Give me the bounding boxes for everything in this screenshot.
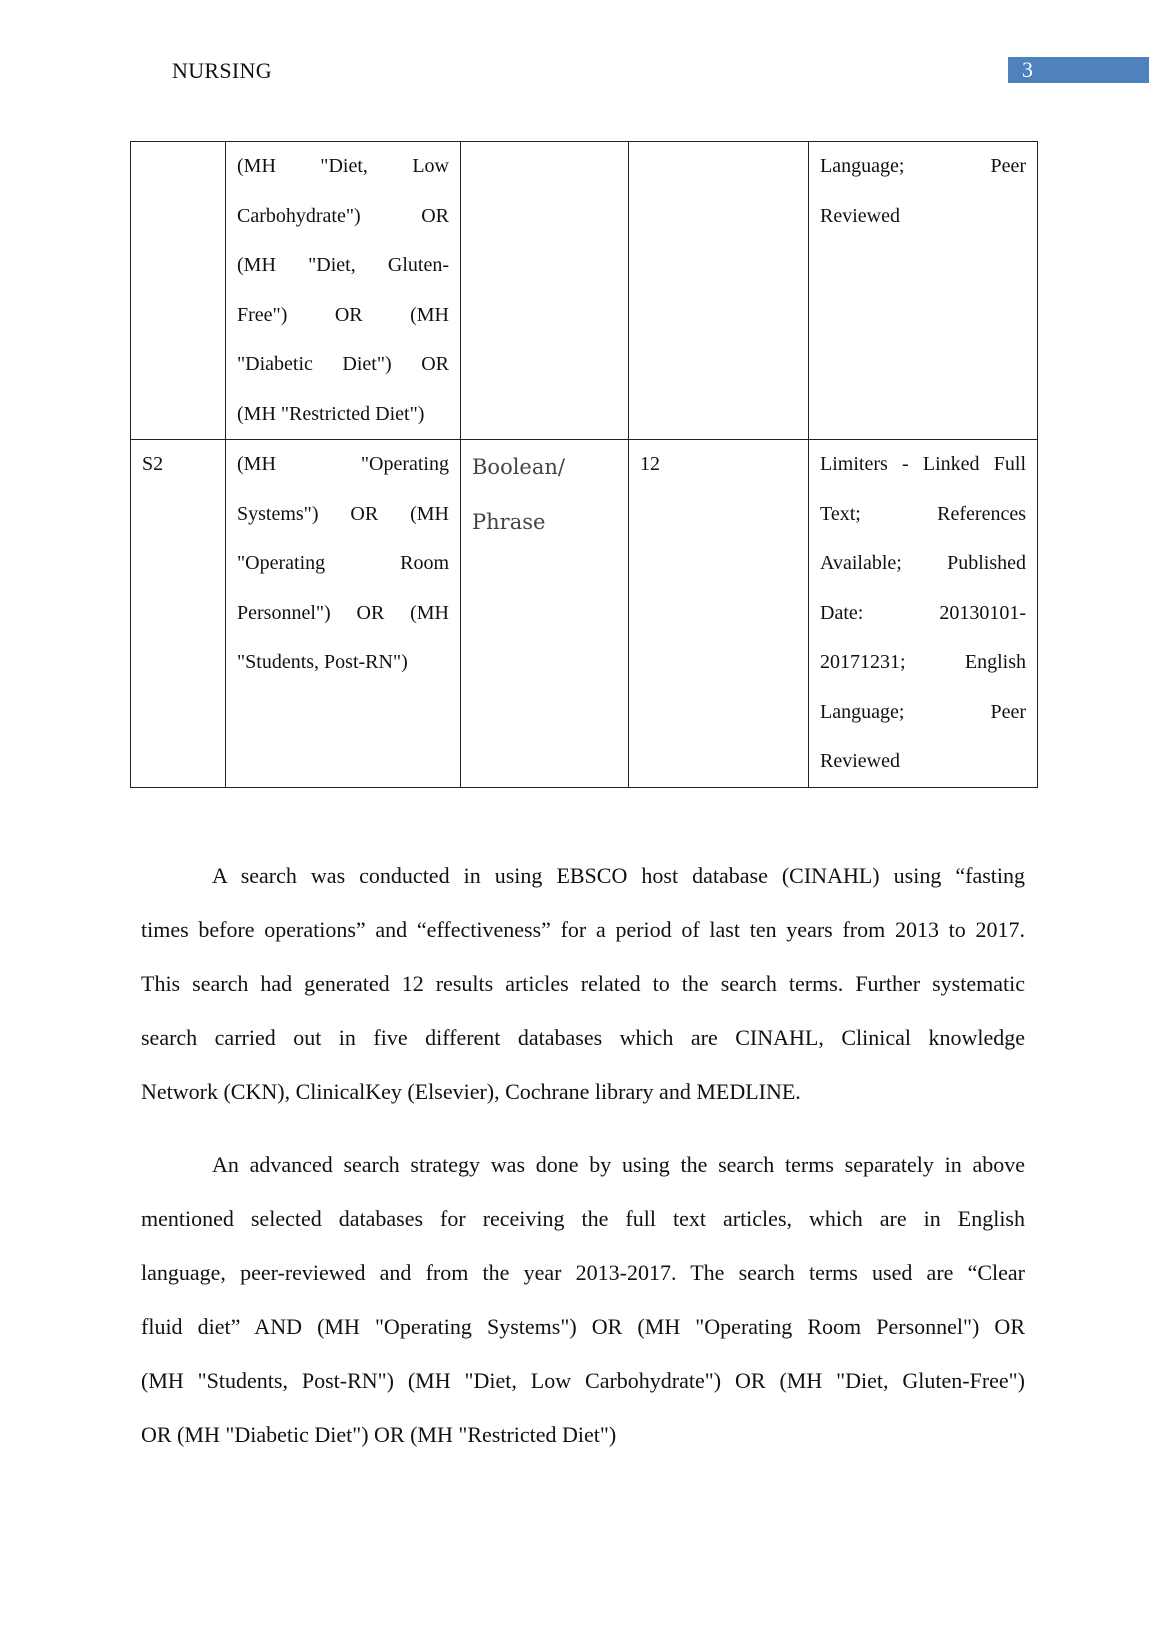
cell-line: "Students, Post-RN") (237, 651, 408, 673)
table-row (131, 142, 1038, 440)
cell-line: Date: 20130101- (820, 601, 1026, 624)
body-paragraph (141, 849, 1025, 1119)
paragraph-line: mentioned selected databases for receiving the full text articles, which are in English (141, 1206, 1025, 1231)
cell-line: "Operating Room (237, 552, 449, 574)
paragraph-line: An advanced search strategy was done by using the search terms separately in above (212, 1152, 1025, 1177)
cell-line: (MH "Diet, Gluten- (237, 254, 449, 276)
paragraph-line: (MH "Students, Post-RN") (MH "Diet, Low Carbohydrate") OR (MH "Diet, Gluten-Free") (141, 1368, 1025, 1393)
table-cell-search-method (461, 142, 629, 440)
cell-line: Phrase (472, 510, 546, 534)
body-paragraph (141, 1138, 1025, 1462)
search-strategy-table (130, 141, 1038, 788)
paragraph-line: fluid diet” AND (MH "Operating Systems") OR (MH "Operating Room Personnel") OR (141, 1314, 1025, 1339)
table-cell-results-count: 12 (629, 440, 809, 788)
paragraph-line: OR (MH "Diabetic Diet") OR (MH "Restricted Diet") (141, 1422, 617, 1447)
cell-line: (MH "Restricted Diet") (237, 402, 425, 425)
table-cell-search-terms (226, 142, 461, 440)
table-cell-search-id: S2 (131, 440, 226, 788)
cell-line: Available; Published (820, 552, 1026, 574)
paragraph-line: times before operations” and “effectiveness” for a period of last ten years from 2013 to 2017. (141, 917, 1025, 942)
table-cell-search-id (131, 142, 226, 440)
paragraph-line: Network (CKN), ClinicalKey (Elsevier), Cochrane library and MEDLINE. (141, 1079, 801, 1104)
table-cell-limiters (809, 440, 1038, 788)
cell-line: "Diabetic Diet") OR (237, 353, 449, 375)
paragraph-line: language, peer-reviewed and from the year 2013-2017. The search terms used are “Clear (141, 1260, 1025, 1285)
paragraph-line: search carried out in five different databases which are CINAHL, Clinical knowledge (141, 1025, 1025, 1050)
paragraph-line: A search was conducted in using EBSCO host database (CINAHL) using “fasting (212, 863, 1025, 888)
cell-line: Free") OR (MH (237, 303, 449, 326)
page-number-badge: 3 (1008, 57, 1149, 83)
cell-line: Reviewed (820, 750, 900, 772)
cell-line: Text; References (820, 502, 1026, 525)
cell-line: Systems") OR (MH (237, 502, 449, 525)
paragraph-line: This search had generated 12 results articles related to the search terms. Further systematic (141, 971, 1025, 996)
cell-line: Language; Peer (820, 700, 1026, 723)
cell-line: Personnel") OR (MH (237, 601, 449, 624)
table-cell-search-terms (226, 440, 461, 788)
table-cell-results-count (629, 142, 809, 440)
cell-line: Limiters - Linked Full (820, 453, 1026, 475)
cell-line: 20171231; English (820, 651, 1026, 673)
cell-line: Language; Peer (820, 155, 1026, 177)
cell-line: Carbohydrate") OR (237, 204, 449, 227)
cell-line: Reviewed (820, 204, 900, 227)
cell-line: Boolean/ (472, 455, 565, 479)
running-header-title: NURSING (172, 58, 272, 83)
table-cell-limiters (809, 142, 1038, 440)
table-row (131, 440, 1038, 788)
cell-line: (MH "Operating (237, 453, 449, 475)
cell-line: (MH "Diet, Low (237, 155, 449, 177)
table-cell-search-method (461, 440, 629, 788)
